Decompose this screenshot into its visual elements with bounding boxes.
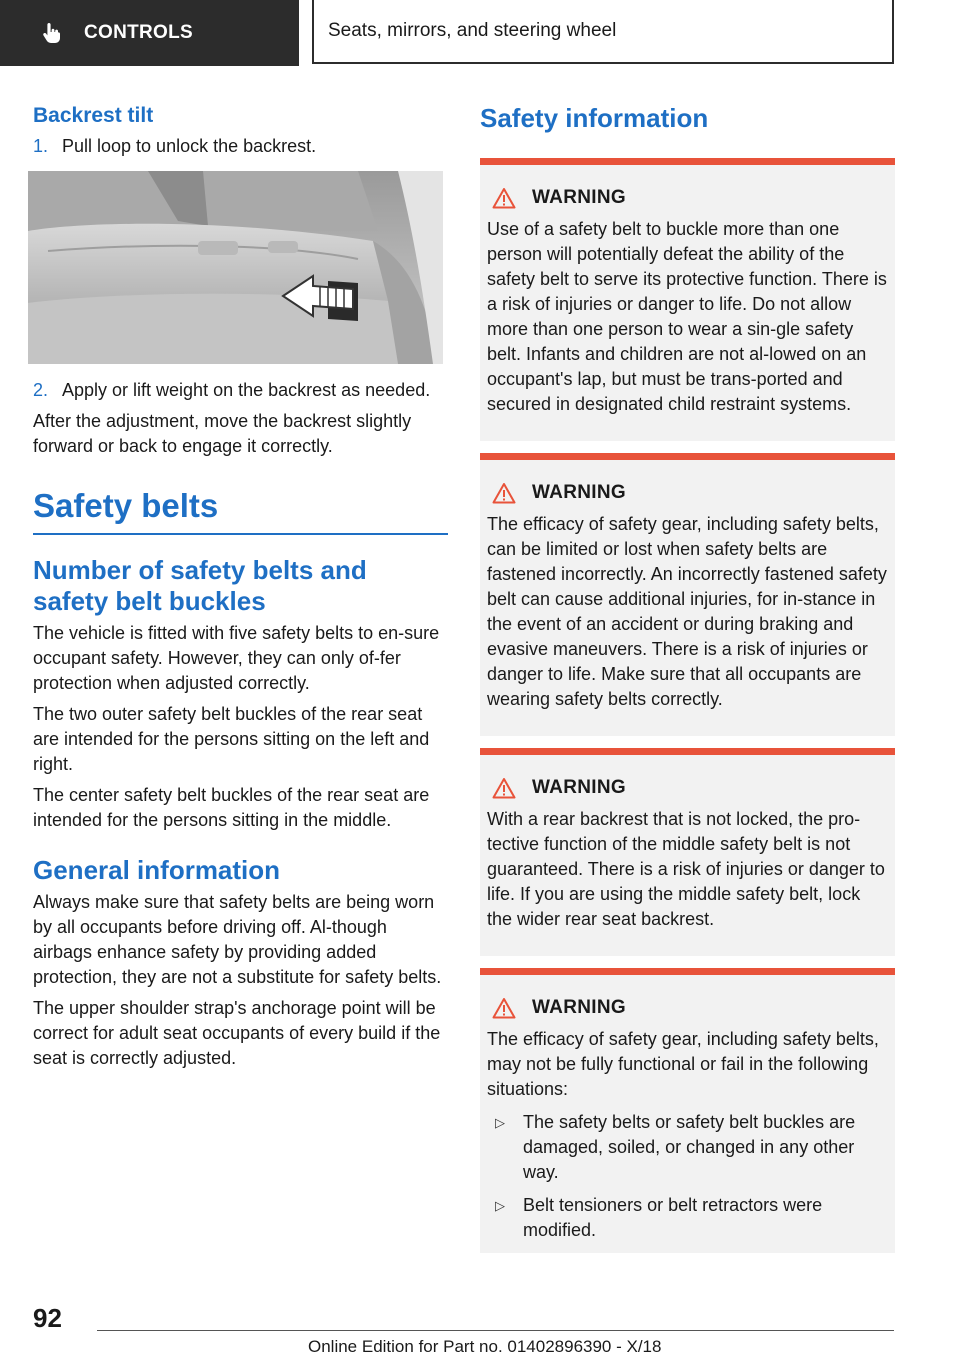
warning-triangle-icon [492,187,516,209]
rear-seat-backrest-photo [28,171,443,364]
general-information-heading: General information [33,855,281,885]
bullet-item [487,1110,888,1185]
footer-divider [97,1330,894,1331]
paragraph: Always make sure that safety belts are being worn by all occupants before driving off. Al-though airbags enhance safety by providing added protection, they are not a substitute for safety belts. [33,892,442,987]
bullet-marker-icon: ▷ [495,1198,505,1213]
warning-title: WARNING [532,482,626,503]
warning-header [487,777,888,799]
warning-title: WARNING [532,187,626,208]
page-header [0,0,960,66]
warning-text: The efficacy of safety gear, including safety belts, may not be fully functional or fail in the following situations: [487,1029,879,1099]
step-number: 1. [33,136,49,156]
hand-pointer-icon [40,21,64,45]
warning-box [480,453,895,736]
number-of-belts-heading: Number of safety belts and safety belt buckles [33,555,367,616]
bullet-text: The safety belts or safety belt buckles are damaged, soiled, or changed in any other way. [523,1112,856,1182]
warning-box [480,158,895,441]
bullet-text: Belt tensioners or belt retractors were modified. [523,1195,823,1240]
paragraph: The vehicle is fitted with five safety belts to en-sure occupant safety. However, they can only of-fer protection when adjusted correctly. [33,623,440,693]
paragraph: The upper shoulder strap's anchorage point will be correct for adult seat occupants of every build if the seat is correctly adjusted. [33,998,441,1068]
warning-header [487,187,888,209]
warning-box [480,968,895,1253]
right-column [480,100,895,1253]
safety-information-heading: Safety information [480,103,709,133]
chapter-title-box [312,0,894,64]
warning-header [487,482,888,504]
after-adjustment-text: After the adjustment, move the backrest slightly forward or back to engage it correctly. [33,411,412,456]
paragraph: The two outer safety belt buckles of the rear seat are intended for the persons sitting on the left and right. [33,704,430,774]
warning-title: WARNING [532,997,626,1018]
warning-triangle-icon [492,482,516,504]
warning-triangle-icon [492,997,516,1019]
safety-belts-heading: Safety belts [33,487,448,535]
edition-text: Online Edition for Part no. 01402896390 - X/18 [308,1337,662,1356]
warning-text: Use of a safety belt to buckle more than one person will potentially defeat the ability of the safety belt to serve its protective function. There is a risk of injuries or danger to life. Do not allow more than one person to wear a sin-gle safety belt. Infants and children are not al-lowed on an occupant's lap, but must be trans-ported and secured in designated child restraint systems. [487,219,887,414]
bullet-marker-icon: ▷ [495,1115,505,1130]
step-text: Apply or lift weight on the backrest as needed. [62,380,431,400]
warning-box [480,748,895,956]
step-item [33,378,448,403]
step-text: Pull loop to unlock the backrest. [62,136,317,156]
left-column [33,100,448,1077]
step-number: 2. [33,380,49,400]
backrest-tilt-heading: Backrest tilt [33,104,154,127]
warning-text: The efficacy of safety gear, including safety belts, can be limited or lost when safety belts are fastened incorrectly. An incorrectly fastened safety belt can cause additional injuries, for in-stance in the event of an accident or during braking and evasive maneuvers. There is a risk of injuries or danger to life. Make sure that all occupants are wearing safety belts correctly. [487,514,887,709]
warning-title: WARNING [532,777,626,798]
section-tab-label: CONTROLS [84,22,194,43]
warning-header [487,997,888,1019]
bullet-item [487,1193,888,1243]
chapter-title: Seats, mirrors, and steering wheel [328,20,617,41]
warning-text: With a rear backrest that is not locked, the pro-tective function of the middle safety belt is not guaranteed. There is a risk of injuries or danger to life. If you are using the middle safety belt, lock the wider rear seat backrest. [487,809,885,929]
paragraph: The center safety belt buckles of the rear seat are intended for the persons sitting in the middle. [33,785,430,830]
section-tab [0,0,299,66]
warning-triangle-icon [492,777,516,799]
page-number: 92 [33,1303,62,1333]
step-item [33,134,448,159]
